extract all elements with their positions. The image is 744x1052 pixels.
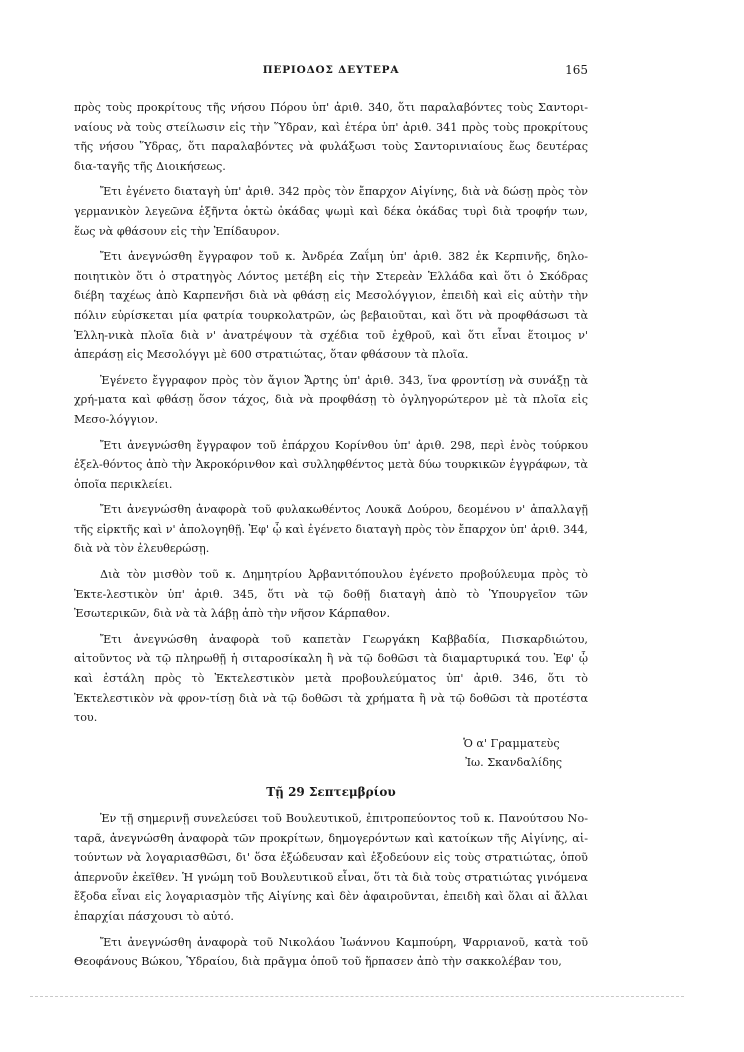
page-number: 165 (565, 63, 588, 77)
paragraph: Ἔτι ἀνεγνώσθη ἔγγραφον τοῦ κ. Ἀνδρέα Ζαΐμη ὑπ' ἀριθ. 382 ἐκ Κερπινῆς, δηλο-ποιητικὸν ὅτι ὁ στρατηγὸς Λόντος μετέβη εἰς τὴν Στερεὰν Ἑλλάδα καὶ ὅτι ὁ Σκόδρας διέβη ταχέως ἀπὸ Καρπενῆσι διὰ νὰ φθάσῃ εἰς Μεσολόγγιον, ἐπειδὴ καὶ εἰς αὐτὴν τὴν πόλιν εὑρίσκεται μία φατρία τουρκολατρῶν, ὡς βεβαιοῦται, καὶ ὅτι νὰ προφθάσωσι τὰ Ἑλλη-νικὰ πλοῖα διὰ ν' ἀνατρέψουν τὰ σχέδια τοῦ ἐχθροῦ, καὶ ὅτι εἶναι ἕτοιμος ν' ἀπεράσῃ εἰς Μεσολόγγι μὲ 600 στρατιώτας, ὅταν φθάσουν τὰ πλοῖα. (74, 250, 588, 362)
signature-title: Ὁ α' Γραμματεὺς (463, 736, 560, 750)
paragraph: Ἔτι ἀνεγνώσθη ἔγγραφον τοῦ ἐπάρχου Κορίνθου ὑπ' ἀριθ. 298, περὶ ἑνὸς τούρκου ἐξελ-θόντος ἀπὸ τὴν Ἀκροκόρινθον καὶ συλληφθέντος μετὰ δύω τουρκικῶν ἐγγράφων, τὰ ὁποῖα περικλείει. (74, 438, 588, 491)
running-head: ΠΕΡΙΟΔΟΣ ΔΕΥΤΕΡΑ (262, 64, 400, 76)
paragraph: Ἔτι ἀνεγνώσθη ἀναφορὰ τοῦ καπετὰν Γεωργάκη Καββαδία, Πισκαρδιώτου, αἰτοῦντος νὰ τῷ πληρωθῇ ἡ σιταροσίκαλη ἢ νὰ τῷ δοθῶσι τὰ διαμαρτυρικά του. Ἐφ' ᾧ καὶ ἐστάλη πρὸς τὸ Ἐκτελεστικὸν μετὰ προβουλεύματος ὑπ' ἀριθ. 346, ὅτι τὸ Ἐκτελεστικὸν νὰ φρον-τίσῃ διὰ νὰ τῷ δοθῶσι τὰ χρήματα ἢ νὰ τῷ δοθῶσι τὰ προτέστα του. (74, 632, 588, 725)
paragraph: πρὸς τοὺς προκρίτους τῆς νήσου Πόρου ὑπ' ἀριθ. 340, ὅτι παραλαβόντες τοὺς Σαντορι-ναίους νὰ τοὺς στείλωσιν εἰς τὴν Ὕδραν, καὶ ἑτέρα ὑπ' ἀριθ. 341 πρὸς τοὺς προκρίτους τῆς νήσου Ὕδρας, ὅτι παραλαβόντες νὰ φυλάξωσι τοὺς Σαντορινιαίους ἕως δευτέρας δια-ταγῆς τῆς Διοικήσεως. (74, 101, 588, 173)
paragraph: Ἐγένετο ἔγγραφον πρὸς τὸν ἅγιον Ἄρτης ὑπ' ἀριθ. 343, ἵνα φροντίσῃ νὰ συνάξῃ τὰ χρή-ματα καὶ φθάσῃ ὅσον τάχος, διὰ νὰ προφθάσῃ τὸ ὀγληγορώτερον μὲ τὰ πλοῖα εἰς Μεσο-λόγγιον. (74, 373, 588, 426)
date-heading: Τῇ 29 Σεπτεμβρίου (266, 785, 396, 799)
paragraph: Ἔτι ἀνεγνώσθη ἀναφορὰ τοῦ φυλακωθέντος Λουκᾶ Δούρου, δεομένου ν' ἀπαλλαγῇ τῆς εἱρκτῆς καὶ ν' ἀπολογηθῇ. Ἐφ' ᾧ καὶ ἐγένετο διαταγὴ πρὸς τὸν ἔπαρχον ὑπ' ἀριθ. 344, διὰ νὰ τὸν ἐλευθερώσῃ. (74, 503, 588, 556)
signature-name: Ἰω. Σκανδαλίδης (465, 756, 562, 770)
scan-edge-line (30, 996, 684, 997)
signature-block (74, 734, 562, 773)
paragraph: Διὰ τὸν μισθὸν τοῦ κ. Δημητρίου Ἀρβανιτόπουλου ἐγένετο προβούλευμα πρὸς τὸ Ἐκτε-λεστικὸν ὑπ' ἀριθ. 345, ὅτι νὰ τῷ δοθῇ διαταγὴ ἀπὸ τὸ Ὑπουργεῖον τῶν Ἐσωτερικῶν, διὰ νὰ τὰ λάβῃ ἀπὸ τὴν νῆσον Κάρπαθον. (74, 568, 588, 621)
paragraph: Ἔτι ἀνεγνώσθη ἀναφορὰ τοῦ Νικολάου Ἰωάννου Καμπούρη, Ψαρριανοῦ, κατὰ τοῦ Θεοφάνους Βώκου, Ὑδραίου, διὰ πρᾶγμα ὁποῦ τοῦ ἥρπασεν ἀπὸ τὴν σακκολέβαν του, (74, 935, 588, 969)
paragraph: Ἐν τῇ σημερινῇ συνελεύσει τοῦ Βουλευτικοῦ, ἐπιτροπεύοντος τοῦ κ. Πανούτσου Νο-ταρᾶ, ἀνεγνώσθη ἀναφορὰ τῶν προκρίτων, δημογερόντων καὶ κατοίκων τῆς Αἰγίνης, αἰ-τούντων νὰ λογαριασθῶσι, δι' ὅσα ἐξώδευσαν καὶ ἐξοδεύουν εἰς τοὺς στρατιώτας, ὁποῦ ἀπερνοῦν ἐκεῖθεν. Ἡ γνώμη τοῦ Βουλευτικοῦ εἶναι, ὅτι τὰ διὰ τοὺς στρατιώτας γινόμενα ἔξοδα εἶναι εἰς λογαριασμὸν τῆς Αἰγίνης καὶ δὲν ἀφαιροῦνται, ἐπειδὴ καὶ ὅλαι αἱ ἄλλαι ἐπαρχίαι πάσχουσι τὸ αὐτό. (74, 812, 588, 923)
document-page (74, 64, 588, 978)
paragraph: Ἔτι ἐγένετο διαταγὴ ὑπ' ἀριθ. 342 πρὸς τὸν ἔπαρχον Αἰγίνης, διὰ νὰ δώσῃ πρὸς τὸν γερμανικὸν λεγεῶνα ἑξῆντα ὀκτὼ ὀκάδας ψωμὶ καὶ δέκα ὀκάδας τυρὶ διὰ τροφήν των, ἕως νὰ φθάσουν εἰς τὴν Ἐπίδαυρον. (74, 185, 588, 238)
page-header (74, 64, 588, 84)
